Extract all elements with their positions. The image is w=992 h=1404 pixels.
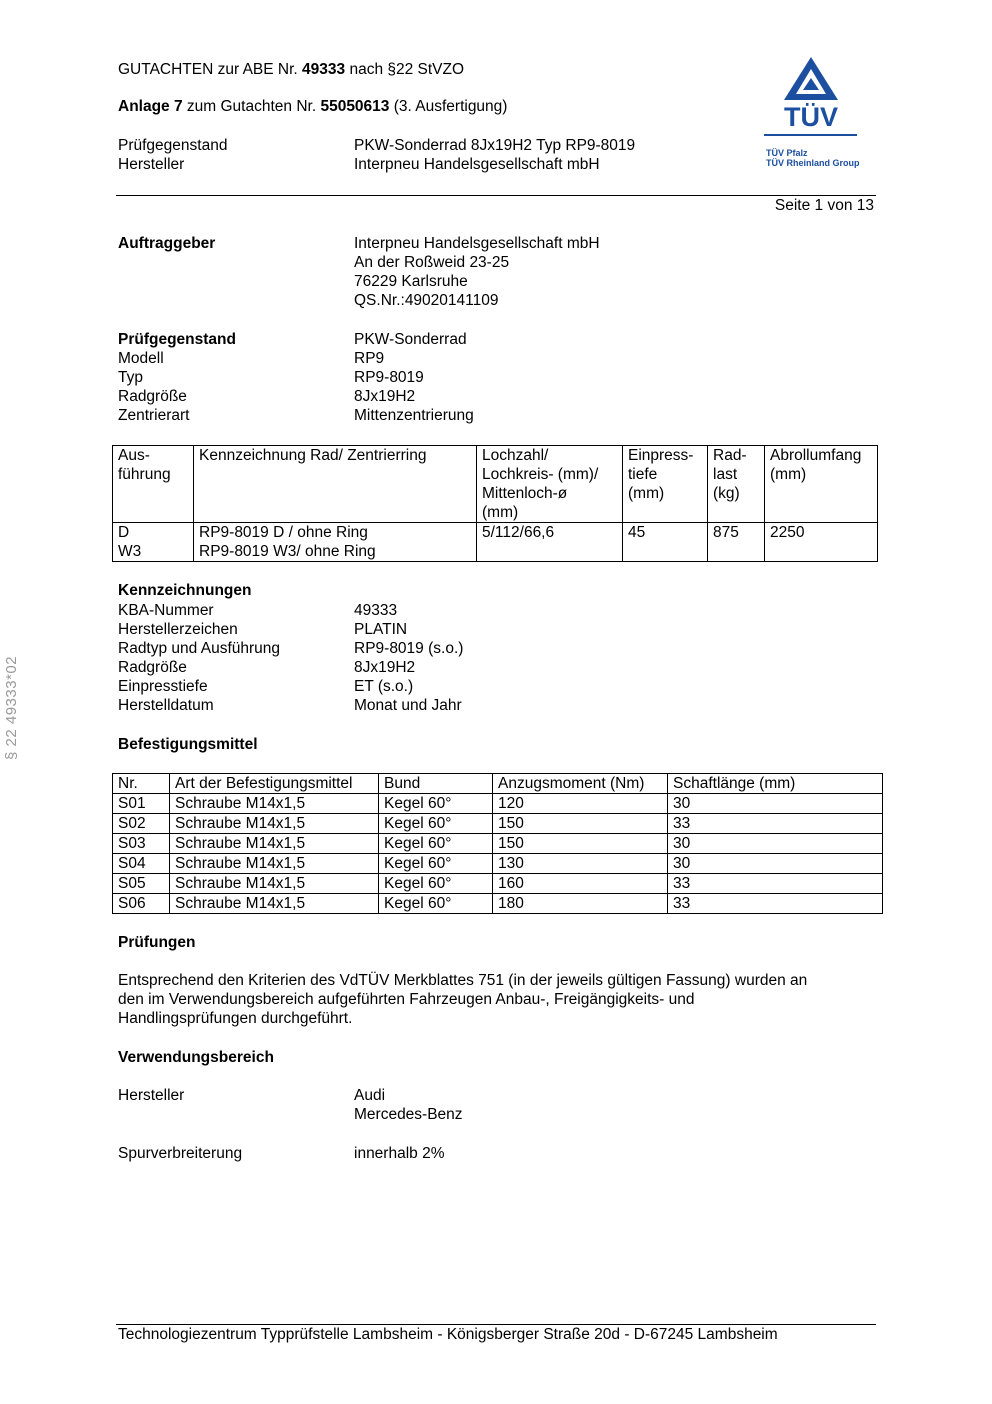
column-header: Einpress- tiefe (mm) — [623, 446, 708, 523]
report-number: 55050613 — [320, 98, 390, 115]
tuv-triangle-icon — [756, 54, 866, 104]
client-line: QS.Nr.:49020141109 — [354, 292, 499, 309]
tests-heading: Prüfungen — [118, 934, 196, 951]
table-row: S02 Schraube M14x1,5 Kegel 60° 150 33 — [113, 814, 883, 834]
markings-heading: Kennzeichnungen — [118, 582, 252, 599]
table-row: S01 Schraube M14x1,5 Kegel 60° 120 30 — [113, 794, 883, 814]
column-header: Bund — [379, 774, 493, 794]
vehicle-manufacturer: Mercedes-Benz — [354, 1106, 463, 1123]
tuv-group-label: TÜV Rheinland Group — [766, 158, 860, 168]
annex-line: Anlage 7 zum Gutachten Nr. 55050613 (3. Ausfertigung) — [118, 98, 508, 115]
client-heading: Auftraggeber — [118, 235, 216, 252]
fasteners-table — [112, 773, 883, 914]
abe-number: 49333 — [302, 61, 346, 78]
variant-table-header — [113, 446, 878, 523]
tuv-logo — [756, 54, 866, 172]
tests-paragraph: Entsprechend den Kriterien des VdTÜV Merkblattes 751 (in der jeweils gültigen Fassung) wurden an den im Verwendungsbereich aufgeführten Fahrzeugen Anbau-, Freigängigkeits- und Handlingsprüfungen durchgeführt. — [118, 972, 808, 1027]
column-header: Abrollumfang (mm) — [765, 446, 878, 523]
footer-address: Technologiezentrum Typprüfstelle Lambsheim - Königsberger Straße 20d - D-67245 Lambsheim — [118, 1326, 778, 1343]
client-line: Interpneu Handelsgesellschaft mbH — [354, 235, 600, 252]
column-header: Nr. — [113, 774, 170, 794]
column-header: Lochzahl/ Lochkreis- (mm)/ Mittenloch-ø (mm) — [477, 446, 623, 523]
report-title: GUTACHTEN zur ABE Nr. 49333 nach §22 StVZO — [118, 61, 465, 78]
column-header: Kennzeichnung Rad/ Zentrierring — [194, 446, 477, 523]
table-row: D W3 RP9-8019 D / ohne Ring RP9-8019 W3/ ohne Ring 5/112/66,6 45 875 2250 — [113, 523, 878, 562]
tuv-wordmark: TÜV — [784, 102, 838, 132]
vehicle-manufacturer: Audi — [354, 1087, 386, 1104]
column-header: Anzugsmoment (Nm) — [493, 774, 668, 794]
column-header: Aus- führung — [113, 446, 194, 523]
column-header: Art der Befestigungsmittel — [170, 774, 379, 794]
variant-table — [112, 445, 878, 562]
scope-heading: Verwendungsbereich — [118, 1049, 274, 1066]
table-row: S05 Schraube M14x1,5 Kegel 60° 160 33 — [113, 874, 883, 894]
fasteners-heading: Befestigungsmittel — [118, 736, 258, 753]
page-number: Seite 1 von 13 — [774, 197, 874, 214]
client-line: An der Roßweid 23-25 — [354, 254, 510, 271]
client-line: 76229 Karlsruhe — [354, 273, 468, 290]
table-row: S03 Schraube M14x1,5 Kegel 60° 150 30 — [113, 834, 883, 854]
tuv-pfalz-label: TÜV Pfalz — [766, 148, 808, 158]
column-header: Schaftlänge (mm) — [668, 774, 883, 794]
column-header: Rad- last (kg) — [708, 446, 765, 523]
fasteners-table-header — [113, 774, 883, 794]
table-row: S06 Schraube M14x1,5 Kegel 60° 180 33 — [113, 894, 883, 914]
tuv-logo-line — [764, 134, 857, 136]
table-row: S04 Schraube M14x1,5 Kegel 60° 130 30 — [113, 854, 883, 874]
side-reference-label: § 22 49333*02 — [3, 655, 20, 760]
